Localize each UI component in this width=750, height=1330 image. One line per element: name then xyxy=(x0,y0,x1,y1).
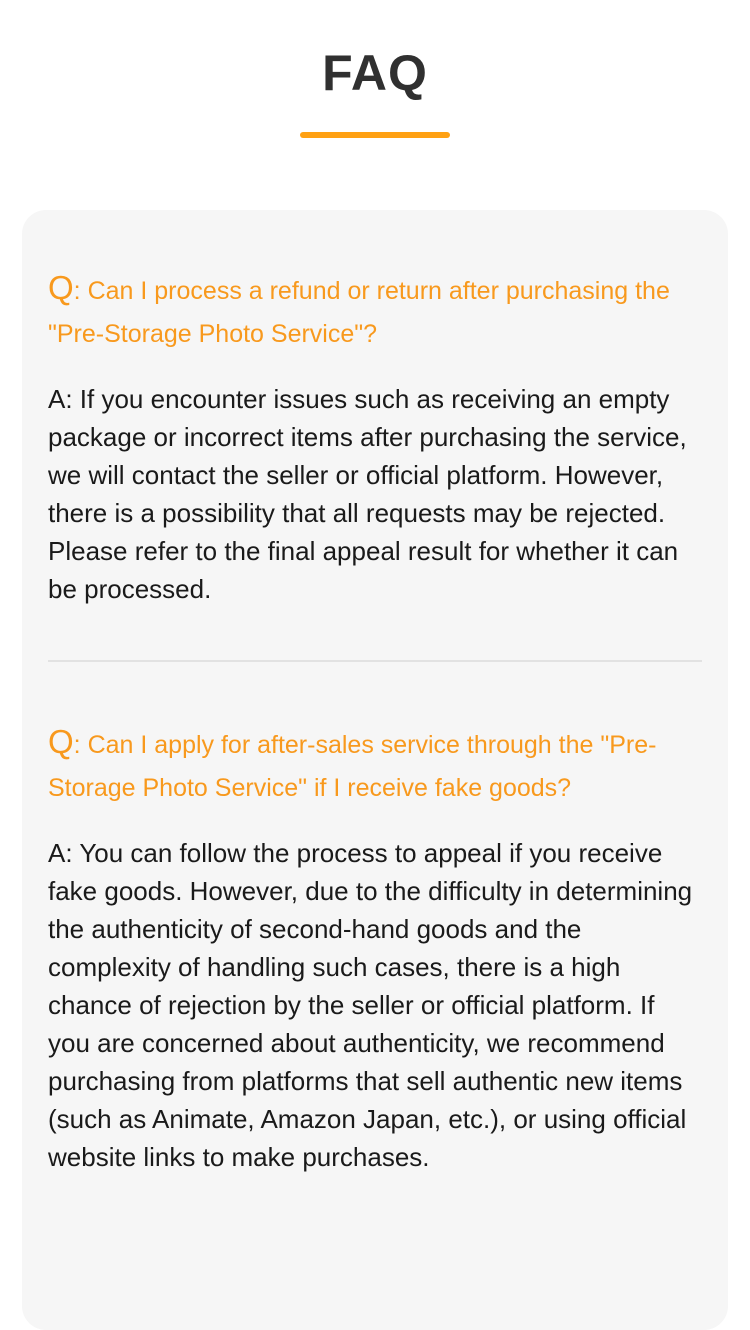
answer-1: A: If you encounter issues such as receiving an empty package or incorrect items after purchasing the service, we will contact the seller or official platform. However, there is a possibility that all requests may be rejected. Please refer to the final appeal result for whether it can be processed. xyxy=(48,384,687,604)
page-title: FAQ xyxy=(322,45,428,101)
faq-header xyxy=(0,0,750,138)
faq-item-1 xyxy=(48,266,702,608)
question-2-text: Can I apply for after-sales service through the "Pre-Storage Photo Service" if I receive fake goods? xyxy=(48,731,657,802)
faq-item-2 xyxy=(48,720,702,1176)
q-separator: : xyxy=(73,277,81,305)
question-1 xyxy=(48,266,702,356)
title-underline xyxy=(300,132,450,138)
q-prefix: Q xyxy=(48,723,74,760)
faq-card xyxy=(22,210,728,1330)
answer-2: A: You can follow the process to appeal if you receive fake goods. However, due to the difficulty in determining the authenticity of second-hand goods and the complexity of handling such cases, there is a high chance of rejection by the seller or official platform. If you are concerned about authenticity, we recommend purchasing from platforms that sell authentic new items (such as Animate, Amazon Japan, etc.), or using official website links to make purchases. xyxy=(48,838,693,1172)
q-separator: : xyxy=(73,731,81,759)
divider xyxy=(48,660,702,662)
question-1-text: Can I process a refund or return after purchasing the "Pre-Storage Photo Service"? xyxy=(48,277,670,348)
question-2 xyxy=(48,720,702,810)
q-prefix: Q xyxy=(48,269,74,306)
